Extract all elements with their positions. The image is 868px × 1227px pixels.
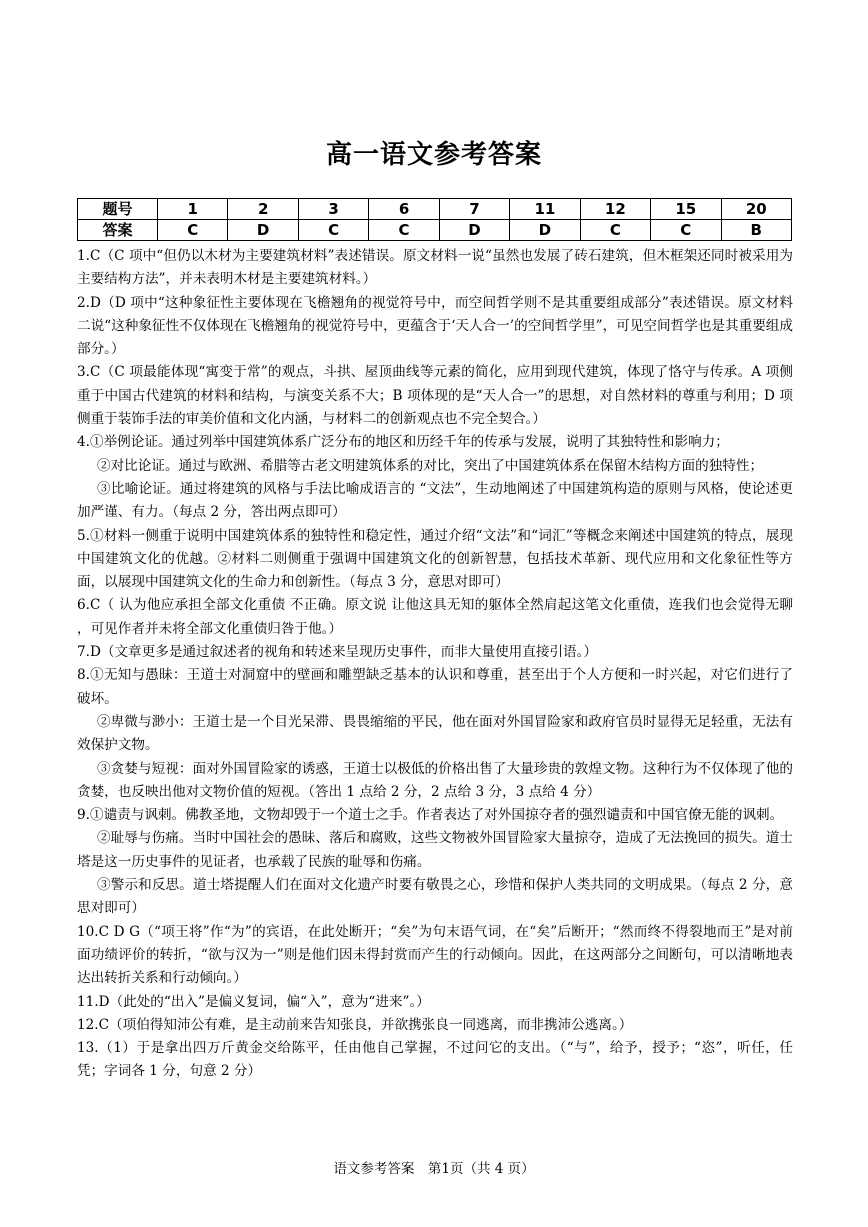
- answer-cell: C: [651, 220, 721, 241]
- answer-cell: B: [721, 220, 792, 241]
- answer-table: [77, 198, 792, 241]
- answer-paragraph: ③警示和反思。道士塔提醒人们在面对文化遗产时要有敬畏之心，珍惜和保护人类共同的文明成果。（每点 2 分，意思对即可）: [77, 877, 793, 917]
- answer-cell: C: [298, 220, 368, 241]
- answer-paragraph: 5.①材料一侧重于说明中国建筑体系的独特性和稳定性，通过介绍“文法”和“词汇”等概念来阐述中国建筑的特点，展现中国建筑文化的优越。②材料二则侧重于强调中国建筑文化的创新智慧，包括技术革新、现代应用和文化象征性等方面，以展现中国建筑文化的生命力和创新性。（每点 3 分，意思对即可）: [77, 527, 793, 591]
- answer-paragraph: 7.D（文章更多是通过叙述者的视角和转述来呈现历史事件，而非大量使用直接引语。）: [77, 644, 598, 661]
- answer-paragraph: 8.①无知与愚昧：王道士对洞窟中的壁画和雕塑缺乏基本的认识和尊重，甚至出于个人方便和一时兴起，对它们进行了破坏。: [77, 667, 793, 707]
- answer-paragraph: 3.C（C 项最能体现“寓变于常”的观点，斗拱、屋顶曲线等元素的简化，应用到现代建筑，体现了恪守与传承。A 项侧重于中国古代建筑的材料和结构，与演变关系不大；B 项体现的是“天人合一”的思想，对自然材料的尊重与利用；D 项侧重于装饰手法的审美价值和文化内涵，与材料二的创新观点也不完全契合。）: [77, 364, 793, 428]
- question-number-cell: 15: [651, 199, 721, 220]
- row-label: 题号: [78, 199, 158, 220]
- answer-cell: D: [510, 220, 580, 241]
- answer-paragraph: 4.①举例论证。通过列举中国建筑体系广泛分布的地区和历经千年的传承与发展，说明了其独特性和影响力；: [77, 434, 729, 451]
- answer-paragraph: 12.C（项伯得知沛公有难，是主动前来告知张良，并欲携张良一同逃离，而非携沛公逃离。）: [77, 1016, 633, 1033]
- answer-paragraph: 1.C（C 项中“但仍以木材为主要建筑材料”表述错误。原文材料一说“虽然也发展了砖石建筑，但木框架还同时被采用为主要结构方法”，并未表明木材是主要建筑材料。）: [77, 248, 793, 288]
- answer-paragraph: ②耻辱与伤痛。当时中国社会的愚昧、落后和腐败，这些文物被外国冒险家大量掠夺，造成了无法挽回的损失。道士塔是这一历史事件的见证者，也承载了民族的耻辱和伤痛。: [77, 830, 793, 870]
- answer-paragraph: ③贪婪与短视：面对外国冒险家的诱惑，王道士以极低的价格出售了大量珍贵的敦煌文物。这种行为不仅体现了他的贪婪，也反映出他对文物价值的短视。（答出 1 点给 2 分，2 点给 3 分，3 点给 4 分）: [77, 760, 793, 800]
- answer-paragraph: 2.D（D 项中“这种象征性主要体现在飞檐翘角的视觉符号中，而空间哲学则不是其重要组成部分”表述错误。原文材料二说“这种象征性不仅体现在飞檐翘角的视觉符号中，更蕴含于‘天人合一’的空间哲学里”，可见空间哲学也是其重要组成部分。）: [77, 294, 793, 358]
- answer-cell: C: [580, 220, 650, 241]
- answer-cell: C: [158, 220, 228, 241]
- answer-cell: D: [439, 220, 509, 241]
- answer-cell: C: [369, 220, 439, 241]
- question-number-row: [78, 199, 792, 220]
- question-number-cell: 12: [580, 199, 650, 220]
- answer-row: [78, 220, 792, 241]
- answer-paragraph: ②对比论证。通过与欧洲、希腊等古老文明建筑体系的对比，突出了中国建筑体系在保留木结构方面的独特性；: [97, 457, 764, 474]
- answer-paragraph: 10.C D G（“项王将”作“为”的宾语，在此处断开；“矣”为句末语气词，在“矣”后断开；“然而终不得裂地而王”是对前面功绩评价的转折，“欲与汉为一”则是他们因未得封赏而产生的行动倾向。因此，在这两部分之间断句，可以清晰地表达出转折关系和行动倾向。）: [77, 923, 793, 987]
- question-number-cell: 1: [158, 199, 228, 220]
- answer-explanations: [77, 245, 793, 1084]
- question-number-cell: 6: [369, 199, 439, 220]
- row-label: 答案: [78, 220, 158, 241]
- page-title: 高一语文参考答案: [325, 140, 542, 170]
- question-number-cell: 2: [228, 199, 298, 220]
- page-footer: 语文参考答案 第1页（共 4 页）: [333, 1161, 535, 1177]
- answer-paragraph: ②卑微与渺小：王道士是一个目光呆滞、畏畏缩缩的平民，他在面对外国冒险家和政府官员时显得无足轻重，无法有效保护文物。: [77, 713, 793, 754]
- answer-paragraph: 6.C（ 认为他应承担全部文化重债 不正确。原文说 让他这具无知的躯体全然肩起这笔文化重债，连我们也会觉得无聊 ，可见作者并未将全部文化重债归咎于他。）: [77, 597, 793, 637]
- question-number-cell: 20: [721, 199, 792, 220]
- question-number-cell: 3: [298, 199, 368, 220]
- answer-paragraph: 9.①谴责与讽刺。佛教圣地，文物却毁于一个道士之手。作者表达了对外国掠夺者的强烈谴责和中国官僚无能的讽刺。: [77, 807, 784, 824]
- answer-cell: D: [228, 220, 298, 241]
- answer-paragraph: 13.（1）于是拿出四万斤黄金交给陈平，任由他自己掌握，不过问它的支出。（“与”，给予，授予；“恣”，听任，任凭；字词各 1 分，句意 2 分）: [77, 1040, 793, 1080]
- answer-paragraph: 11.D（此处的“出入”是偏义复词，偏“入”，意为“进来”。）: [77, 993, 430, 1010]
- question-number-cell: 7: [439, 199, 509, 220]
- answer-paragraph: ③比喻论证。通过将建筑的风格与手法比喻成语言的 “文法”，生动地阐述了中国建筑构造的原则与风格，使论述更加严谨、有力。（每点 2 分，答出两点即可）: [77, 480, 793, 521]
- question-number-cell: 11: [510, 199, 580, 220]
